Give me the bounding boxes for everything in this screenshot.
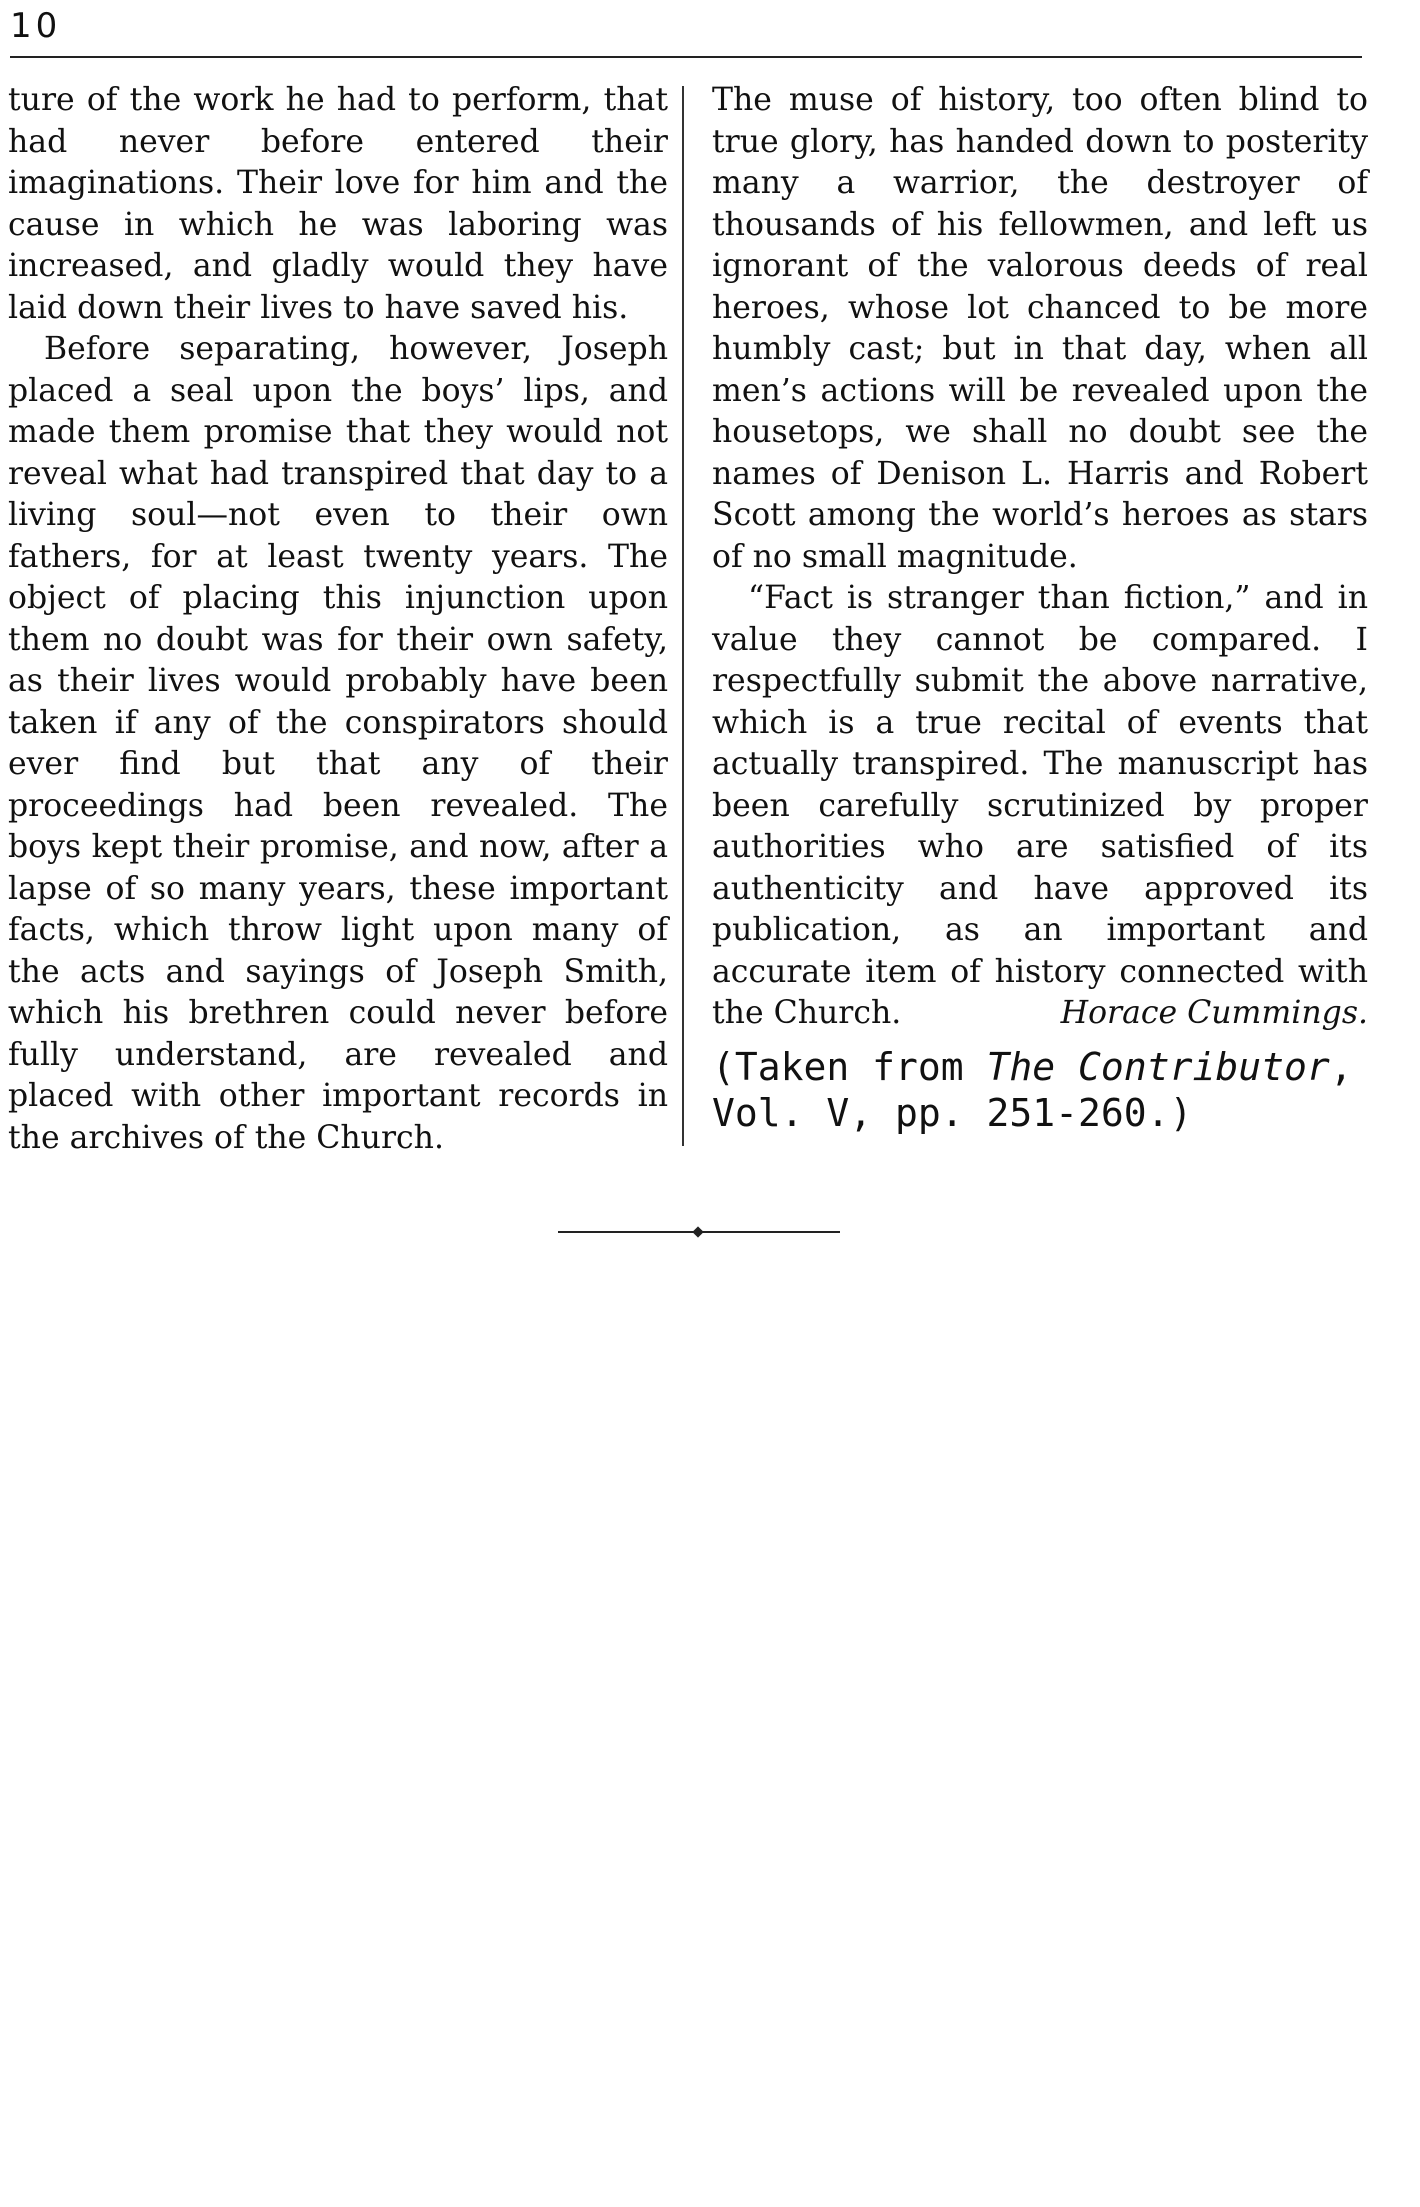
source-prefix: (Taken from — [712, 1045, 987, 1089]
source-volume: Vol. V, pp. 251-260.) — [712, 1091, 1193, 1135]
left-column — [8, 80, 668, 1159]
source-comma: , — [1329, 1045, 1353, 1089]
author-signature: Horace Cummings. — [1060, 995, 1368, 1031]
paragraph: Before separating, however, Joseph placed a seal upon the boys’ lips, and made them promise that they would not reveal what had transpired that day to a living soul—not even to their own fathers, for at least twenty years. The object of placing this injunction upon them no doubt was for their own safety, as their lives would probably have been taken if any of the conspirators should ever find but that any of their proceedings had been revealed. The boys kept their promise, and now, after a lapse of so many years, these important facts, which throw light upon many of the acts and sayings of Joseph Smith, which his brethren could never before fully understand, are revealed and placed with other important records in the archives of the Church. — [8, 331, 668, 1156]
paragraph: The muse of history, too often blind to true glory, has handed down to posterity many a warrior, the destroyer of thousands of his fellowmen, and left us ignorant of the valorous deeds of real heroes, whose lot chanced to be more humbly cast; but in that day, when all men’s actions will be revealed upon the housetops, we shall no doubt see the names of Denison L. Harris and Robert Scott among the world’s heroes as stars of no small magnitude. — [712, 82, 1368, 575]
source-title: The Contributor — [986, 1045, 1330, 1089]
end-ornament — [558, 1228, 840, 1236]
paragraph: ture of the work he had to perform, that had never before entered their imaginations. Their love for him and the cause in which he was laboring was increased, and gladly would they have laid down their lives to have saved his. — [8, 82, 668, 326]
page-number: 10 — [10, 6, 62, 46]
header-rule — [10, 56, 1362, 58]
column-divider — [682, 86, 684, 1146]
paragraph — [712, 578, 1368, 1035]
paragraph-text: “Fact is stranger than fiction,” and in value they cannot be compared. I respectfully submit the above narrative, which is a true recital of events that actually transpired. The manuscript has been carefully scrutinized by proper authorities who are satisfied of its authenticity and have approved its publication, as an important and accurate item of history connected with the Church. — [712, 580, 1368, 1031]
source-note — [712, 1044, 1412, 1136]
ornament-dot — [692, 1226, 703, 1237]
right-column — [712, 80, 1368, 1035]
